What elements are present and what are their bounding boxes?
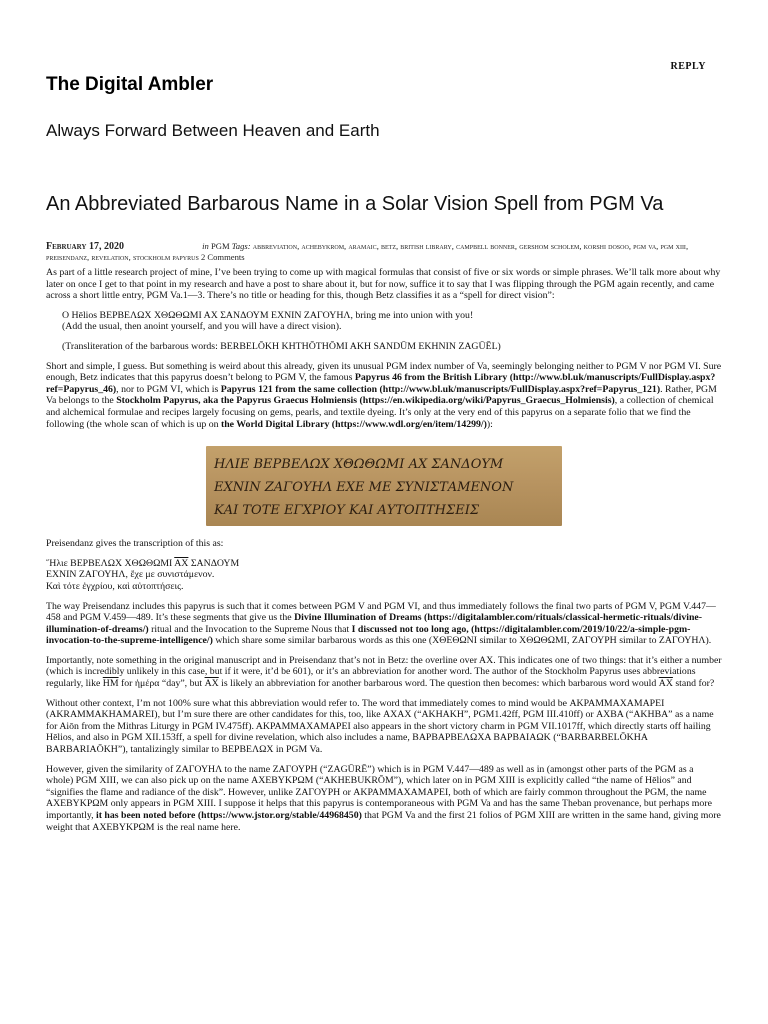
greek-line xyxy=(46,558,722,570)
tag-link[interactable]: aramaic xyxy=(348,241,377,251)
tag-link[interactable]: british library xyxy=(400,241,452,251)
stockholm-papyrus-link[interactable]: Stockholm Papyrus, aka the Papyrus Graecus Holmiensis (https://en.wikipedia.org/wiki/Papyrus_Graecus_Holmiensis) xyxy=(116,395,615,407)
tag-link[interactable]: gershom scholem xyxy=(519,241,580,251)
tag-link[interactable]: revelation xyxy=(91,252,129,262)
tag-link[interactable]: achebykrom xyxy=(301,241,345,251)
paragraph xyxy=(46,601,722,647)
tags-label: Tags: xyxy=(231,241,251,251)
greek-line: ΕΧΝΙΝ ΖΑΓΟΥΗΛ, ἔχε με συνιστάμενον. xyxy=(46,569,215,581)
category-prefix: in xyxy=(202,241,209,251)
tag-link[interactable]: pgm va xyxy=(633,241,657,251)
site-tagline: Always Forward Between Heaven and Earth xyxy=(46,121,380,140)
quote-line: O Hēlios ΒΕΡΒΕΛΩΧ ΧΘΩΘΩΜΙ ΑΧ ΣΑΝΔΟΥΜ ΕΧΝΙΝ ΖΑΓΟΥΗΛ, bring me into union with you! xyxy=(62,309,474,321)
text: Importantly, note something in the original manuscript and in Preisendanz that’s not in Betz: the overline over AX. This indicates one of two things: that it’s either a number (which is incredibly unlikely in this case, but if it were, it’d be 601), or it’s an abbreviation for another word. The author of the Stockholm Papyrus uses abbreviations regularly, like xyxy=(46,654,722,690)
tag-link[interactable]: abbreviation xyxy=(252,241,298,251)
tag-link[interactable]: stockholm papyrus xyxy=(132,252,199,262)
tag-list: abbreviation, achebykrom, aramaic, betz, british library, campbell bonner, gershom scholem, korshi dosoo, pgm va, pgm xiii, preisendanz, revelation, stockholm papyrus xyxy=(46,241,689,262)
quote-line: (Add the usual, then anoint yourself, and you will have a direct vision). xyxy=(62,321,342,333)
text: ΣΑΝΔΟΥΜ xyxy=(188,557,240,569)
text: However, given the similarity of ΖΑΓΟΥΗΛ to the name ΖΑΓΟΥΡΗ (“ZAGŪRĒ”) which is in PGM V.447—489 as well as in (amongst other parts of the PGM as a whole) PGM XIII, we can also pick up on the name ΑΧΕΒΥΚΡΩΜ (“AKHEBUKRŌM”), which later on in PGM XIII is explicitly called “the name of Hēlios” and “signifies the flame and radiance of the disk”. However, unlike ΖΑΓΟΥΡΗ or ΑΚΡΑΜΜΑΧΑΜΑΡΕΙ, both of which are fairly common throughout the PGM, the name ΑΧΕΒΥΚΡΩΜ only appears in PGM XIII. I suppose it helps that this papyrus is contemporaneous with PGM Va and has the same Theban provenance, but perhaps more importantly, xyxy=(46,763,712,821)
supreme-nous-link[interactable]: I discussed not too long ago, (https://digitalambler.com/2019/10/22/a-simple-pgm-invocation-to-the-supreme-intelligence/) xyxy=(46,623,691,647)
tag-link[interactable]: preisendanz xyxy=(46,252,88,262)
quote-line: (Transliteration of the barbarous words: BERBELŌKH KHTHŌTHŌMI AKH SANDŪM EKHNIN ZAGŪĒL) xyxy=(62,340,501,352)
post-date: February 17, 2020 xyxy=(46,241,124,252)
abbreviation: $\overline{AX}$ xyxy=(174,557,189,569)
post-content xyxy=(46,267,722,841)
papyrus-line: ΕΧΝΙΝ ΖΑΓΟΥΗΛ ΕΧΕ ΜΕ ΣΥΝΙΣΤΑΜΕΝΟΝ xyxy=(214,480,514,496)
divine-illumination-link[interactable]: Divine Illumination of Dreams (https://digitalambler.com/rituals/classical-hermetic-rituals/divine-illumination-of-dreams/) xyxy=(46,612,702,635)
post-title: An Abbreviated Barbarous Name in a Solar Vision Spell from PGM Va xyxy=(46,193,664,215)
paragraph xyxy=(46,655,722,690)
text: . Rather, PGM Va belongs to the xyxy=(46,383,717,407)
text: ritual and the Invocation to the Supreme Nous that xyxy=(148,623,352,635)
papyrus-line: ΗΛΙΕ ΒΕΡΒΕΛΩΧ ΧΘΩΘΩΜΙ ΑΧ ΣΑΝΔΟΥΜ xyxy=(214,457,504,473)
text: ): xyxy=(486,418,493,430)
text: , nor to PGM VI, which is xyxy=(116,383,221,395)
paragraph: Without other context, I’m not 100% sure what this abbreviation would refer to. The word that immediately comes to mind would be ΑΚΡΑΜΜΑΧΑΜΑΡΕΙ (AKRAMMAKHAMAREI), but I’m sure there are other candidates for this, too, like ΑΧΑΧ (“AKHAKH”, PGM1.42ff, PGM III.410ff) or ΑΧΒΑ (“AKHBA” as a name for Aiōn from the Mithras Liturgy in PGM IV.475ff). ΑΚΡΑΜΜΑΧΑΜΑΡΕΙ also appears in the short victory charm in PGM VII.1017ff, which directly starts off hailing Hēlios, and also in PGM XII.153ff, a spell for divine revelation, which also includes a name, ΒΑΡΒΑΡΒΕΛΩΧΑ ΒΑΡΒΑΙΑΩΚ (“BARBARBELŌKHA BARBARIAŌKH”), tantalizingly similar to ΒΕΡΒΕΛΩΧ in PGM Va. xyxy=(46,697,714,756)
papyrus-121-link[interactable]: Papyrus 121 from the same collection (http://www.bl.uk/manuscripts/FullDisplay.aspx?ref=Papyrus_121) xyxy=(220,383,661,395)
paragraph xyxy=(46,764,722,834)
paragraph: Preisendanz gives the transcription of this as: xyxy=(46,538,224,550)
papyrus-46-link[interactable]: Papyrus 46 from the British Library (http://www.bl.uk/manuscripts/FullDisplay.aspx?ref=Papyrus_46) xyxy=(46,372,716,395)
text: stand for? xyxy=(672,678,715,690)
text: Short and simple, I guess. But something is weird about this already, given its unusual PGM index number of Va, seemingly belonging neither to PGM V nor PGM VI. Sure enough, Betz indicates that this papyrus doesn’t belong to PGM V, the famous xyxy=(46,360,722,384)
text: which share some similar barbarous words as this one (ΧΘΕΘΩΝΙ similar to ΧΘΩΘΩΜΙ, ΖΑΓΟΥΡΗ similar to ΖΑΓΟΥΗΛ). xyxy=(212,635,712,647)
tag-link[interactable]: betz xyxy=(380,241,396,251)
text: The way Preisendanz includes this papyrus is such that it comes between PGM V and PGM VI, and thus immediately follows the final two parts of PGM V, PGM V.447—458 and PGM V.459—489. It’s these segments that give us the xyxy=(46,600,716,624)
text: ῞Ηλιε ΒΕΡΒΕΛΩΧ ΧΘΩΘΩΜΙ xyxy=(46,557,175,569)
abbreviation: $\overline{AX}$ xyxy=(658,678,673,690)
papyrus-line: ΚΑΙ ΤΟΤΕ ΕΓΧΡΙΟΥ ΚΑΙ ΑΥΤΟΠΤΗΣΕΙΣ xyxy=(214,503,480,519)
abbreviation: $\overline{HM}$ xyxy=(102,678,119,690)
text: , a collection of chemical and alchemical formulae and recipes largely focusing on gems, pearls, and textile dyeing. It’s only at the very end of this papyrus on a separate folio that we find the following (the whole scan of which is up on xyxy=(46,395,714,430)
tag-link[interactable]: campbell bonner xyxy=(456,241,515,251)
abbreviation: $\overline{AX}$ xyxy=(204,678,219,690)
comments-link[interactable]: 2 Comments xyxy=(200,252,245,262)
paragraph xyxy=(46,361,722,431)
tag-link[interactable]: korshi dosoo xyxy=(583,241,629,251)
tag-link[interactable]: pgm xiii xyxy=(660,241,686,251)
world-digital-library-link[interactable]: the World Digital Library (https://www.wdl.org/en/item/14299/) xyxy=(220,418,487,430)
jstor-link[interactable]: it has been noted before (https://www.jstor.org/stable/44968450) xyxy=(95,810,362,821)
text: that PGM Va and the first 21 folios of PGM XIII are written in the same hand, giving more weight that ΑΧΕΒΥΚΡΩΜ is the real name here. xyxy=(46,810,721,833)
greek-line: Καὶ τότε ἐγχρίου, καὶ αὐτοπτήσεις. xyxy=(46,580,184,592)
text: is likely an abbreviation for another barbarous word. The question then becomes: which barbarous word would xyxy=(218,678,659,690)
text: for ἡμέρα “day”, but xyxy=(118,678,205,690)
reply-link[interactable]: REPLY xyxy=(670,61,706,72)
site-title[interactable]: The Digital Ambler xyxy=(46,74,214,95)
category-link[interactable]: PGM xyxy=(210,241,230,251)
paragraph: As part of a little research project of mine, I’ve been trying to come up with magical formulas that consist of five or six words or simple phrases. We’ll talk more about why later on once I get to that point in my research and have a post to share about it, but for now, suffice it to say that I was flipping through the PGM again recently, and came across a short little entry, PGM Va.1—3. There’s no title or heading for this, though Betz classifies it as a “spell for direct vision”: xyxy=(46,267,721,302)
post-meta xyxy=(46,241,722,263)
papyrus-scan-image xyxy=(206,446,562,526)
